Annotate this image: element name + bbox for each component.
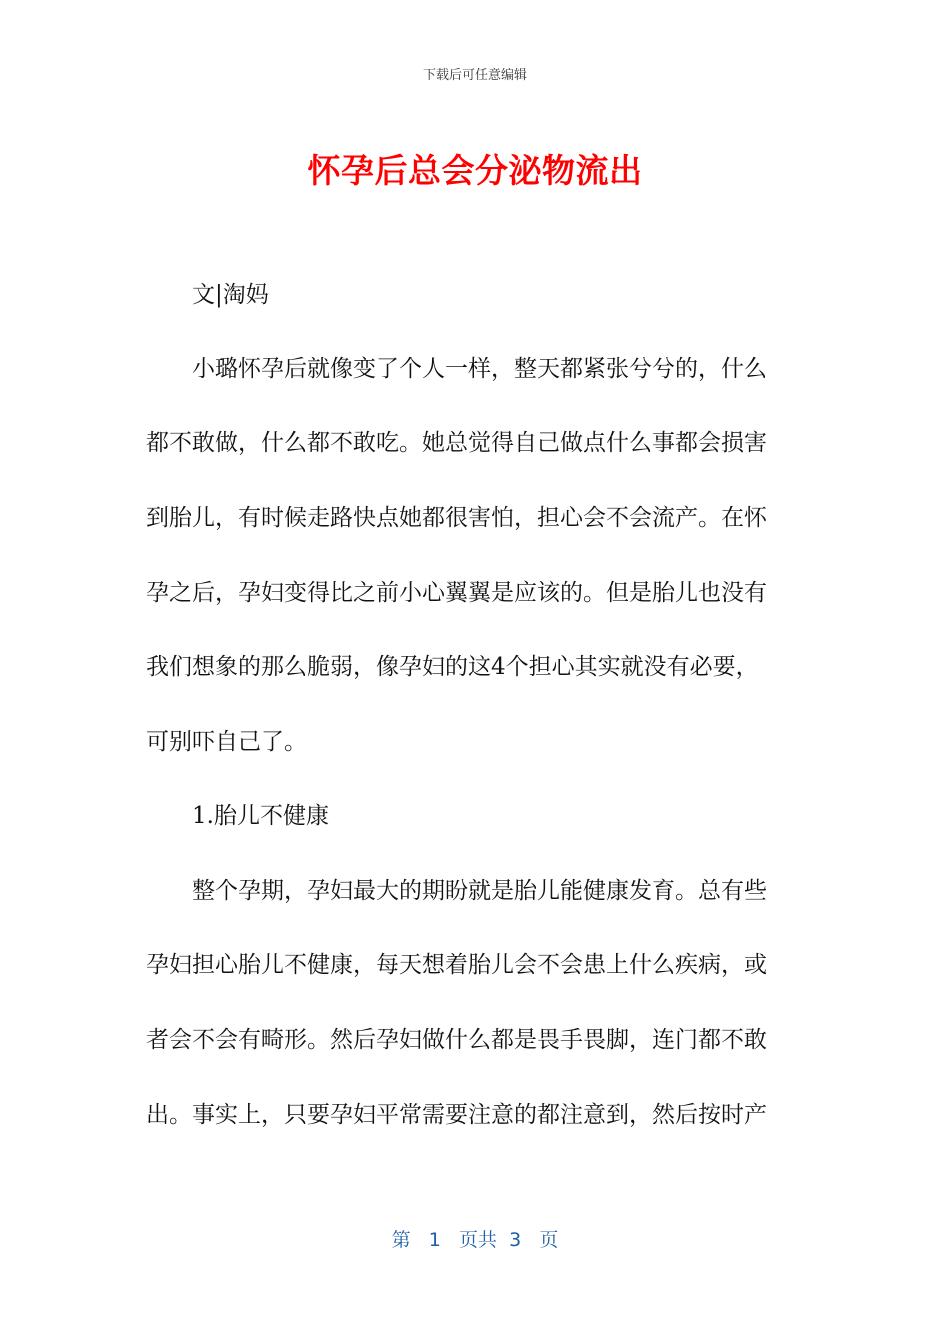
paragraph-line: 孕妇担心胎儿不健康，每天想着胎儿会不会患上什么疾病，或 (146, 952, 767, 978)
footer-page-suffix: 页 (539, 1229, 559, 1251)
paragraph-line: 孕之后，孕妇变得比之前小心翼翼是应该的。但是胎儿也没有 (146, 580, 767, 606)
paragraph-line: 者会不会有畸形。然后孕妇做什么都是畏手畏脚，连门都不敢 (146, 1027, 767, 1053)
paragraph-line: 整个孕期，孕妇最大的期盼就是胎儿能健康发育。总有些 (192, 878, 767, 904)
footer-page-prefix: 第 (391, 1229, 411, 1251)
section-heading: 1.胎儿不健康 (192, 803, 329, 829)
footer-total-pages: 3 (509, 1229, 522, 1251)
page-footer (0, 1225, 950, 1252)
paragraph-line: 到胎儿，有时候走路快点她都很害怕，担心会不会流产。在怀 (146, 505, 767, 531)
paragraph-line: 我们想象的那么脆弱，像孕妇的这4个担心其实就没有必要， (146, 654, 759, 680)
footer-total-prefix: 页共 (459, 1229, 498, 1251)
paragraph-line: 可别吓自己了。 (146, 729, 307, 755)
document-title: 怀孕后总会分泌物流出 (307, 151, 643, 190)
paragraph-line: 都不敢做，什么都不敢吃。她总觉得自己做点什么事都会损害 (146, 430, 767, 456)
header-note: 下载后可任意编辑 (422, 68, 527, 83)
paragraph-line: 出。事实上，只要孕妇平常需要注意的都注意到，然后按时产 (146, 1102, 767, 1128)
author-line: 文|淘妈 (192, 282, 269, 308)
paragraph-line: 小璐怀孕后就像变了个人一样，整天都紧张兮兮的，什么 (192, 356, 767, 382)
footer-page-number: 1 (428, 1229, 441, 1251)
